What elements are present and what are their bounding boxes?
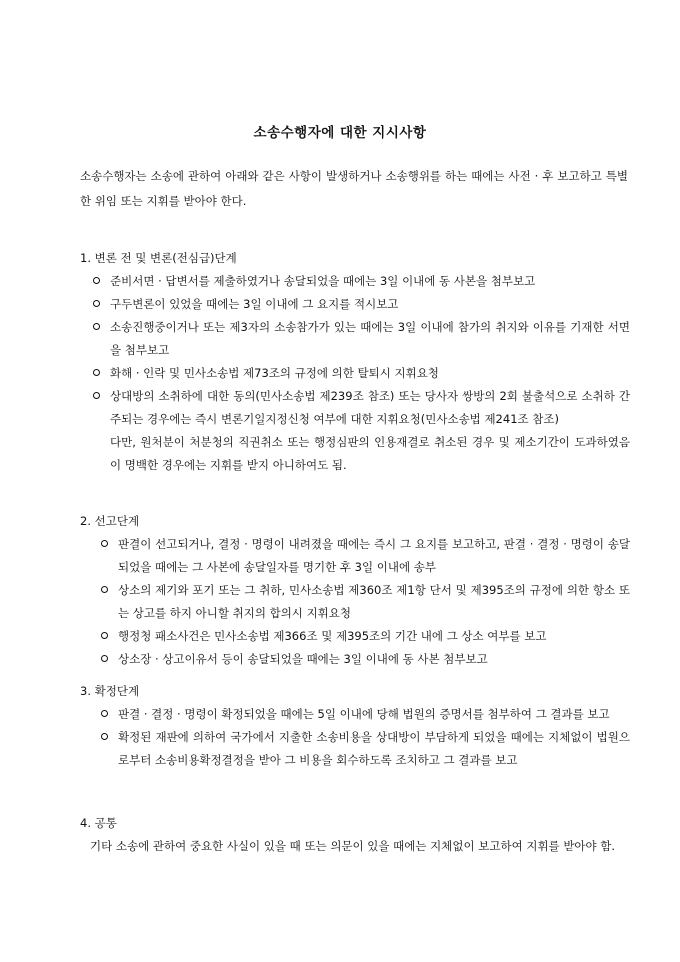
list-item-text: 판결이 선고되거나, 결정 · 명령이 내려졌을 때에는 즉시 그 요지를 보고하고, 판결 · 결정 · 명령이 송달되었을 때에는 그 사본에 송달일자를 명기한 후 3일 이내에 송부	[118, 537, 630, 574]
list-item-text: 행정청 패소사건은 민사소송법 제366조 및 제395조의 기간 내에 그 상소 여부를 보고	[118, 629, 547, 643]
list-item	[80, 703, 630, 726]
note-text: 다만, 원처분이 처분청의 직권취소 또는 행정심판의 인용재결로 취소된 경우 및 제소기간이 도과하였음이 명백한 경우에는 지휘를 받지 아니하여도 됨.	[110, 435, 630, 472]
list-item	[80, 726, 630, 772]
circle-bullet-icon	[93, 277, 100, 284]
circle-bullet-icon	[93, 392, 100, 399]
list-item-text: 상소의 제기와 포기 또는 그 취하, 민사소송법 제360조 제1항 단서 및 제395조의 규정에 의한 항소 또는 상고를 하지 아니할 취지의 합의시 지휘요청	[118, 583, 630, 620]
list-item-text: 준비서면 · 답변서를 제출하였거나 송달되었을 때에는 3일 이내에 동 사본을 첨부보고	[110, 274, 536, 288]
intro-paragraph: 소송수행자는 소송에 관하여 아래와 같은 사항이 발생하거나 소송행위를 하는 때에는 사전 · 후 보고하고 특별한 위임 또는 지휘를 받아야 한다.	[80, 169, 628, 208]
circle-bullet-icon	[93, 323, 100, 330]
circle-bullet-icon	[101, 710, 108, 717]
list-item-text: 상소장 · 상고이유서 등이 송달되었을 때에는 3일 이내에 동 사본 첨부보고	[118, 652, 488, 666]
section-3	[80, 680, 630, 772]
list-item	[80, 625, 630, 648]
circle-bullet-icon	[101, 632, 108, 639]
section-4	[80, 812, 630, 858]
circle-bullet-icon	[101, 733, 108, 740]
list-item	[80, 579, 630, 625]
list-item-text: 화해 · 인락 및 민사소송법 제73조의 규정에 의한 탈퇴시 지휘요청	[110, 366, 439, 380]
section-heading: 2. 선고단계	[80, 514, 140, 528]
list-item-text: 소송진행중이거나 또는 제3자의 소송참가가 있는 때에는 3일 이내에 참가의 취지와 이유를 기재한 서면을 첨부보고	[110, 320, 630, 357]
list-item-text: 구두변론이 있었을 때에는 3일 이내에 그 요지를 적시보고	[110, 297, 399, 311]
circle-bullet-icon	[93, 369, 100, 376]
list-item	[80, 385, 630, 431]
circle-bullet-icon	[93, 300, 100, 307]
circle-bullet-icon	[101, 655, 108, 662]
list-item	[80, 533, 630, 579]
list-item	[80, 362, 630, 385]
list-item-text: 상대방의 소취하에 대한 동의(민사소송법 제239조 참조) 또는 당사자 쌍방의 2회 불출석으로 소취하 간주되는 경우에는 즉시 변론기일지정신청 여부에 대한 지휘요청(민사소송법 제241조 참조)	[110, 389, 630, 426]
circle-bullet-icon	[101, 586, 108, 593]
section-1	[80, 247, 630, 477]
list-item	[80, 648, 630, 671]
list-item	[80, 316, 630, 362]
circle-bullet-icon	[101, 540, 108, 547]
list-item	[80, 270, 630, 293]
section-2	[80, 510, 630, 671]
section-body: 기타 소송에 관하여 중요한 사실이 있을 때 또는 의문이 있을 때에는 지체없이 보고하여 지휘를 받아야 함.	[90, 839, 616, 853]
section-heading: 3. 확정단계	[80, 684, 140, 698]
list-item-note	[80, 431, 630, 477]
list-item-text: 판결 · 결정 · 명령이 확정되었을 때에는 5일 이내에 당해 법원의 증명서를 첨부하여 그 결과를 보고	[118, 707, 610, 721]
list-item-text: 확정된 재판에 의하여 국가에서 지출한 소송비용을 상대방이 부담하게 되었을 때에는 지체없이 법원으로부터 소송비용확정결정을 받아 그 비용을 회수하도록 조치하고 그 결과를 보고	[118, 730, 630, 767]
list-item	[80, 293, 630, 316]
section-heading: 4. 공통	[80, 816, 117, 830]
section-heading: 1. 변론 전 및 변론(전심급)단계	[80, 251, 237, 265]
document-title: 소송수행자에 대한 지시사항	[253, 125, 427, 141]
